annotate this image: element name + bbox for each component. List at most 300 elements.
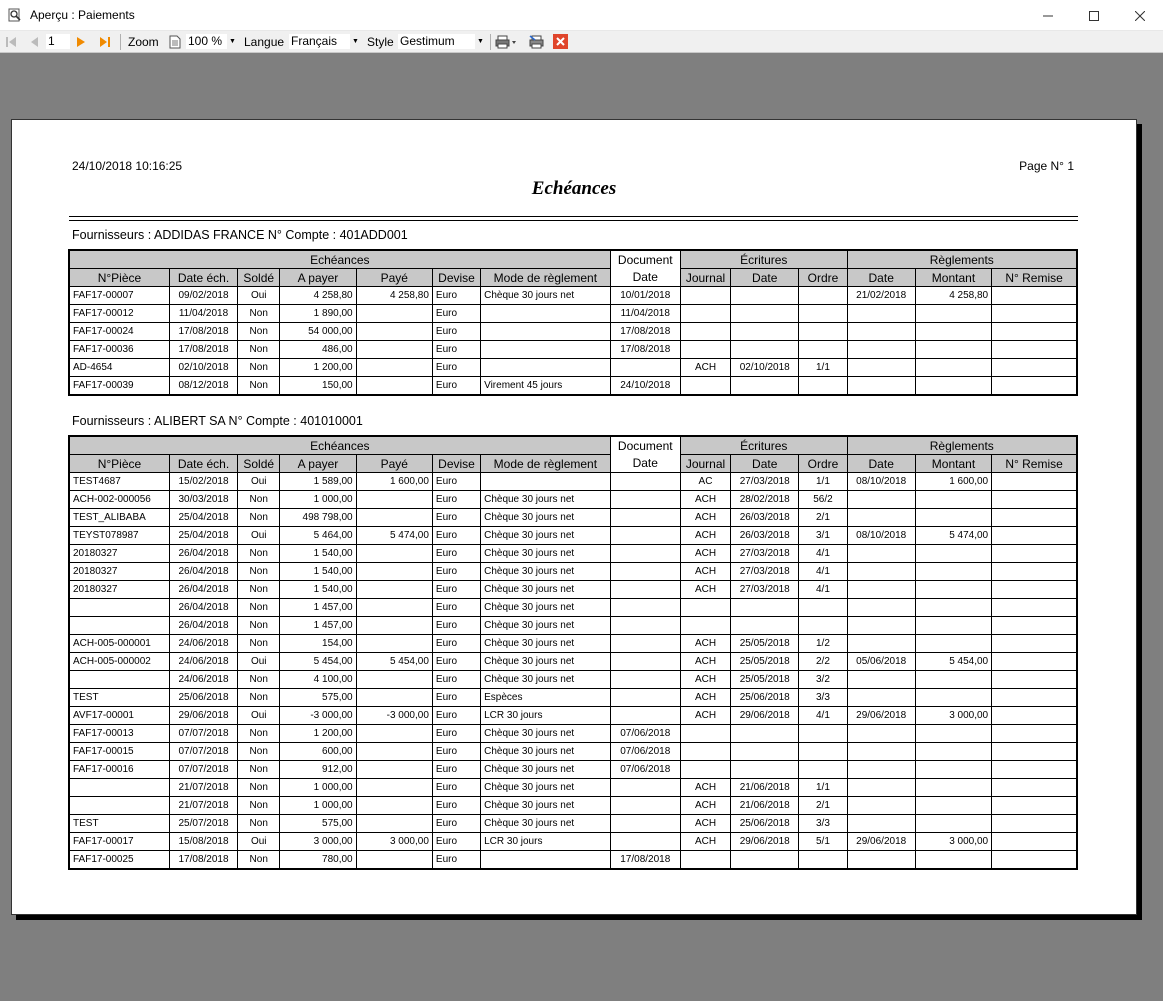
toolbar-separator [120, 34, 121, 50]
col-a-payer-cell: 3 000,00 [280, 833, 356, 851]
col-date-ech-cell: 07/07/2018 [169, 743, 237, 761]
col-paye-cell [356, 779, 432, 797]
col-a-payer-cell: 4 258,80 [280, 287, 356, 305]
group-ecritures: Écritures [680, 250, 847, 269]
next-page-button[interactable] [76, 31, 86, 52]
col-doc-date-cell [610, 833, 680, 851]
col-date-ech-cell: 09/02/2018 [169, 287, 237, 305]
col-remise-header: N° Remise [992, 269, 1077, 287]
col-reg-date-cell [847, 743, 915, 761]
col-piece-cell [69, 617, 169, 635]
col-paye-cell [356, 851, 432, 870]
col-devise-cell: Euro [432, 341, 480, 359]
col-date-ech-cell: 11/04/2018 [169, 305, 237, 323]
col-doc-date-cell [610, 779, 680, 797]
col-mode-header: Mode de règlement [481, 269, 611, 287]
style-select[interactable] [397, 33, 487, 50]
table-row [69, 779, 1077, 797]
col-montant-cell [915, 545, 991, 563]
col-date-ech-cell: 08/12/2018 [169, 377, 237, 396]
col-remise-cell [992, 851, 1077, 870]
col-paye-cell: 3 000,00 [356, 833, 432, 851]
table-row [69, 581, 1077, 599]
col-ordre-cell: 4/1 [799, 563, 847, 581]
col-remise-cell [992, 707, 1077, 725]
col-solde-cell: Non [238, 323, 280, 341]
col-reg-date-cell [847, 815, 915, 833]
col-doc-date-cell: 17/08/2018 [610, 851, 680, 870]
col-devise-cell: Euro [432, 707, 480, 725]
col-montant-cell [915, 851, 991, 870]
col-doc-date-cell [610, 509, 680, 527]
col-remise-cell [992, 833, 1077, 851]
col-solde-header: Soldé [238, 455, 280, 473]
col-remise-cell [992, 341, 1077, 359]
col-montant-cell [915, 779, 991, 797]
col-reg-date-cell [847, 779, 915, 797]
next-page-icon [76, 36, 86, 48]
col-reg-date-cell: 29/06/2018 [847, 707, 915, 725]
col-date-ech-header: Date éch. [169, 455, 237, 473]
col-reg-date-cell [847, 323, 915, 341]
col-devise-cell: Euro [432, 833, 480, 851]
col-a-payer-cell: 54 000,00 [280, 323, 356, 341]
col-mode-cell: Chèque 30 jours net [481, 527, 611, 545]
table-row [69, 359, 1077, 377]
col-paye-cell [356, 563, 432, 581]
col-devise-cell: Euro [432, 509, 480, 527]
col-piece-cell: ACH-005-000002 [69, 653, 169, 671]
col-remise-header: N° Remise [992, 455, 1077, 473]
title-rule [69, 216, 1078, 217]
table-row [69, 743, 1077, 761]
report-page-number: Page N° 1 [1019, 159, 1074, 173]
col-a-payer-cell: 486,00 [280, 341, 356, 359]
table-row [69, 797, 1077, 815]
col-devise-cell: Euro [432, 563, 480, 581]
col-mode-cell: Chèque 30 jours net [481, 581, 611, 599]
col-reg-date-cell [847, 851, 915, 870]
col-piece-cell: 20180327 [69, 563, 169, 581]
col-paye-cell [356, 323, 432, 341]
col-date-ech-cell: 30/03/2018 [169, 491, 237, 509]
column-header-row [69, 269, 1077, 287]
col-ecr-date-cell [731, 305, 799, 323]
previous-page-button[interactable] [29, 31, 39, 52]
col-ecr-date-header: Date [731, 455, 799, 473]
table-row [69, 599, 1077, 617]
col-remise-cell [992, 779, 1077, 797]
col-reg-date-cell: 21/02/2018 [847, 287, 915, 305]
language-select[interactable] [288, 33, 362, 50]
col-a-payer-header: A payer [280, 269, 356, 287]
col-mode-cell: Chèque 30 jours net [481, 779, 611, 797]
minimize-button[interactable] [1025, 0, 1071, 31]
col-solde-cell: Non [238, 743, 280, 761]
col-journal-header: Journal [680, 455, 730, 473]
col-paye-cell [356, 509, 432, 527]
group-echeances: Echéances [69, 250, 610, 269]
col-a-payer-cell: 1 457,00 [280, 617, 356, 635]
col-montant-cell: 3 000,00 [915, 833, 991, 851]
col-remise-cell [992, 545, 1077, 563]
col-ecr-date-cell: 27/03/2018 [731, 545, 799, 563]
col-reg-date-cell: 08/10/2018 [847, 527, 915, 545]
col-mode-cell [481, 359, 611, 377]
col-devise-cell: Euro [432, 779, 480, 797]
col-piece-cell [69, 779, 169, 797]
col-ecr-date-cell: 02/10/2018 [731, 359, 799, 377]
col-ordre-cell: 4/1 [799, 581, 847, 599]
col-reg-date-cell [847, 509, 915, 527]
col-remise-cell [992, 563, 1077, 581]
col-solde-cell: Non [238, 671, 280, 689]
col-devise-cell: Euro [432, 635, 480, 653]
col-a-payer-cell: 912,00 [280, 761, 356, 779]
col-a-payer-cell: 4 100,00 [280, 671, 356, 689]
col-ecr-date-cell: 27/03/2018 [731, 563, 799, 581]
col-doc-date-cell [610, 689, 680, 707]
col-piece-cell: FAF17-00039 [69, 377, 169, 396]
preview-toolbar [0, 31, 1163, 53]
col-doc-date-cell [610, 671, 680, 689]
col-montant-cell: 4 258,80 [915, 287, 991, 305]
col-paye-header: Payé [356, 269, 432, 287]
col-ordre-cell: 4/1 [799, 707, 847, 725]
col-solde-cell: Non [238, 305, 280, 323]
col-solde-cell: Non [238, 599, 280, 617]
table-row [69, 527, 1077, 545]
col-ecr-date-cell [731, 725, 799, 743]
close-preview-button[interactable] [553, 31, 568, 52]
col-solde-cell: Non [238, 581, 280, 599]
col-mode-cell: Chèque 30 jours net [481, 743, 611, 761]
col-paye-cell: 4 258,80 [356, 287, 432, 305]
close-window-button[interactable] [1117, 0, 1163, 31]
col-journal-cell: AC [680, 473, 730, 491]
style-label: Style [367, 34, 394, 49]
col-date-ech-cell: 26/04/2018 [169, 617, 237, 635]
col-montant-cell [915, 599, 991, 617]
col-devise-cell: Euro [432, 287, 480, 305]
col-reg-date-cell [847, 617, 915, 635]
col-ecr-date-cell: 27/03/2018 [731, 473, 799, 491]
col-solde-cell: Non [238, 359, 280, 377]
col-doc-date-cell [610, 563, 680, 581]
print-button[interactable] [495, 31, 517, 52]
col-ordre-cell: 4/1 [799, 545, 847, 563]
col-montant-cell: 5 474,00 [915, 527, 991, 545]
col-reg-date-cell [847, 359, 915, 377]
col-ordre-cell: 56/2 [799, 491, 847, 509]
col-journal-header: Journal [680, 269, 730, 287]
col-remise-cell [992, 671, 1077, 689]
col-journal-cell: ACH [680, 707, 730, 725]
col-date-ech-header: Date éch. [169, 269, 237, 287]
group-ecritures: Écritures [680, 436, 847, 455]
col-a-payer-cell: 600,00 [280, 743, 356, 761]
col-mode-cell: Chèque 30 jours net [481, 545, 611, 563]
first-page-button[interactable] [5, 31, 17, 52]
col-doc-date-header: Date [610, 269, 680, 287]
column-header-row [69, 455, 1077, 473]
col-a-payer-cell: 1 540,00 [280, 581, 356, 599]
col-journal-cell: ACH [680, 815, 730, 833]
col-doc-date-cell [610, 359, 680, 377]
col-mode-cell [481, 473, 611, 491]
col-ordre-cell: 3/1 [799, 527, 847, 545]
col-mode-cell: Chèque 30 jours net [481, 287, 611, 305]
col-doc-date-cell: 17/08/2018 [610, 323, 680, 341]
col-date-ech-cell: 15/02/2018 [169, 473, 237, 491]
col-doc-date-cell [610, 473, 680, 491]
col-mode-cell: Virement 45 jours [481, 377, 611, 396]
col-remise-cell [992, 725, 1077, 743]
report-page [11, 119, 1137, 915]
col-reg-date-header: Date [847, 269, 915, 287]
col-ecr-date-cell [731, 341, 799, 359]
col-paye-cell [356, 305, 432, 323]
col-montant-cell [915, 635, 991, 653]
col-paye-cell [356, 815, 432, 833]
col-paye-cell: -3 000,00 [356, 707, 432, 725]
close-red-icon [553, 34, 568, 49]
minimize-icon [1043, 11, 1053, 21]
col-mode-cell: Chèque 30 jours net [481, 563, 611, 581]
col-date-ech-cell: 26/04/2018 [169, 581, 237, 599]
col-mode-cell: Chèque 30 jours net [481, 635, 611, 653]
col-date-ech-cell: 21/07/2018 [169, 797, 237, 815]
preview-magnifier-icon [8, 8, 22, 22]
col-paye-cell [356, 743, 432, 761]
col-solde-cell: Oui [238, 287, 280, 305]
col-reg-date-cell [847, 797, 915, 815]
col-devise-cell: Euro [432, 797, 480, 815]
col-devise-cell: Euro [432, 689, 480, 707]
col-journal-cell: ACH [680, 833, 730, 851]
col-solde-cell: Non [238, 779, 280, 797]
col-solde-cell: Non [238, 797, 280, 815]
col-reg-date-cell: 08/10/2018 [847, 473, 915, 491]
col-journal-cell [680, 287, 730, 305]
page-icon [169, 35, 181, 49]
col-ordre-cell: 3/2 [799, 671, 847, 689]
col-devise-cell: Euro [432, 359, 480, 377]
col-mode-cell: Chèque 30 jours net [481, 599, 611, 617]
col-solde-cell: Non [238, 617, 280, 635]
col-ecr-date-cell [731, 599, 799, 617]
col-ecr-date-cell: 29/06/2018 [731, 833, 799, 851]
col-paye-cell [356, 671, 432, 689]
table-row [69, 815, 1077, 833]
page-zoom-icon-wrap [169, 31, 181, 52]
col-date-ech-cell: 02/10/2018 [169, 359, 237, 377]
maximize-button[interactable] [1071, 0, 1117, 31]
col-piece-cell: TEST_ALIBABA [69, 509, 169, 527]
col-paye-cell [356, 377, 432, 396]
supplier-heading: Fournisseurs : ALIBERT SA N° Compte : 401010001 [72, 414, 363, 428]
col-reg-date-cell [847, 599, 915, 617]
first-page-icon [5, 36, 17, 48]
table-row [69, 323, 1077, 341]
col-journal-cell [680, 305, 730, 323]
col-journal-cell: ACH [680, 563, 730, 581]
col-ordre-cell [799, 341, 847, 359]
col-solde-cell: Oui [238, 473, 280, 491]
col-ordre-cell: 3/3 [799, 815, 847, 833]
col-montant-cell [915, 377, 991, 396]
col-remise-cell [992, 761, 1077, 779]
col-ordre-cell [799, 377, 847, 396]
col-reg-date-cell [847, 725, 915, 743]
col-ecr-date-cell: 21/06/2018 [731, 779, 799, 797]
col-mode-header: Mode de règlement [481, 455, 611, 473]
col-a-payer-cell: 1 540,00 [280, 545, 356, 563]
col-journal-cell [680, 725, 730, 743]
col-mode-cell [481, 341, 611, 359]
col-ordre-cell: 3/3 [799, 689, 847, 707]
col-journal-cell [680, 617, 730, 635]
col-ordre-cell: 1/1 [799, 473, 847, 491]
col-piece-cell: AVF17-00001 [69, 707, 169, 725]
col-ecr-date-cell [731, 851, 799, 870]
col-doc-date-cell [610, 635, 680, 653]
col-date-ech-cell: 24/06/2018 [169, 671, 237, 689]
col-paye-cell: 5 474,00 [356, 527, 432, 545]
col-journal-cell: ACH [680, 779, 730, 797]
col-ordre-cell [799, 725, 847, 743]
col-paye-cell [356, 491, 432, 509]
col-date-ech-cell: 07/07/2018 [169, 725, 237, 743]
col-montant-cell [915, 761, 991, 779]
col-devise-cell: Euro [432, 377, 480, 396]
col-ecr-date-cell: 28/02/2018 [731, 491, 799, 509]
col-date-ech-cell: 24/06/2018 [169, 635, 237, 653]
col-doc-date-cell [610, 527, 680, 545]
col-reg-date-cell [847, 671, 915, 689]
col-devise-cell: Euro [432, 725, 480, 743]
col-montant-cell [915, 581, 991, 599]
col-ordre-header: Ordre [799, 269, 847, 287]
col-devise-cell: Euro [432, 761, 480, 779]
col-remise-cell [992, 491, 1077, 509]
col-doc-date-header: Date [610, 455, 680, 473]
col-montant-cell [915, 359, 991, 377]
col-paye-cell [356, 761, 432, 779]
col-a-payer-cell: 575,00 [280, 815, 356, 833]
col-remise-cell [992, 635, 1077, 653]
col-devise-cell: Euro [432, 581, 480, 599]
col-solde-header: Soldé [238, 269, 280, 287]
col-solde-cell: Non [238, 377, 280, 396]
page-number-input[interactable]: 1 [45, 33, 71, 50]
col-a-payer-cell: 1 890,00 [280, 305, 356, 323]
col-ordre-cell: 2/1 [799, 797, 847, 815]
col-devise-cell: Euro [432, 815, 480, 833]
col-piece-cell: 20180327 [69, 545, 169, 563]
col-mode-cell [481, 305, 611, 323]
col-a-payer-cell: 498 798,00 [280, 509, 356, 527]
col-a-payer-cell: 1 589,00 [280, 473, 356, 491]
col-solde-cell: Non [238, 635, 280, 653]
col-remise-cell [992, 815, 1077, 833]
col-ordre-cell: 1/2 [799, 635, 847, 653]
group-header-row [69, 436, 1077, 455]
col-solde-cell: Non [238, 563, 280, 581]
title-bar [0, 0, 1163, 31]
zoom-select[interactable] [185, 33, 239, 50]
col-journal-cell: ACH [680, 359, 730, 377]
col-montant-cell [915, 797, 991, 815]
toolbar-separator [490, 34, 491, 50]
col-journal-cell: ACH [680, 545, 730, 563]
col-ecr-date-cell [731, 617, 799, 635]
col-montant-cell [915, 689, 991, 707]
col-date-ech-cell: 26/04/2018 [169, 563, 237, 581]
col-mode-cell: Chèque 30 jours net [481, 509, 611, 527]
col-doc-date-cell [610, 599, 680, 617]
col-piece-header: N°Pièce [69, 455, 169, 473]
col-ecr-date-cell [731, 743, 799, 761]
col-mode-cell: Chèque 30 jours net [481, 617, 611, 635]
col-piece-cell: FAF17-00013 [69, 725, 169, 743]
col-mode-cell: Chèque 30 jours net [481, 761, 611, 779]
zoom-value: 100 % [188, 34, 223, 48]
printer-icon [495, 35, 517, 49]
col-montant-cell [915, 491, 991, 509]
last-page-button[interactable] [99, 31, 111, 52]
col-a-payer-cell: 5 454,00 [280, 653, 356, 671]
col-devise-cell: Euro [432, 851, 480, 870]
group-reglements: Règlements [847, 250, 1077, 269]
col-ordre-cell [799, 761, 847, 779]
col-date-ech-cell: 25/07/2018 [169, 815, 237, 833]
language-value: Français [291, 34, 338, 48]
col-remise-cell [992, 359, 1077, 377]
table-row [69, 305, 1077, 323]
col-ecr-date-cell: 21/06/2018 [731, 797, 799, 815]
col-piece-cell [69, 671, 169, 689]
col-reg-date-cell [847, 581, 915, 599]
col-date-ech-cell: 21/07/2018 [169, 779, 237, 797]
col-journal-cell [680, 851, 730, 870]
col-ordre-cell: 1/1 [799, 779, 847, 797]
col-solde-cell: Non [238, 815, 280, 833]
col-journal-cell [680, 599, 730, 617]
col-reg-date-cell [847, 761, 915, 779]
col-piece-cell: AD-4654 [69, 359, 169, 377]
col-paye-cell [356, 725, 432, 743]
col-reg-date-cell [847, 635, 915, 653]
table-row [69, 689, 1077, 707]
col-mode-cell: LCR 30 jours [481, 833, 611, 851]
col-mode-cell: Chèque 30 jours net [481, 815, 611, 833]
col-piece-cell [69, 797, 169, 815]
col-montant-cell [915, 743, 991, 761]
col-devise-cell: Euro [432, 599, 480, 617]
col-date-ech-cell: 25/04/2018 [169, 527, 237, 545]
col-devise-header: Devise [432, 269, 480, 287]
table-row [69, 545, 1077, 563]
col-remise-cell [992, 689, 1077, 707]
col-piece-cell: TEST [69, 689, 169, 707]
col-mode-cell: LCR 30 jours [481, 707, 611, 725]
col-remise-cell [992, 599, 1077, 617]
col-reg-date-cell [847, 305, 915, 323]
col-piece-cell: FAF17-00015 [69, 743, 169, 761]
group-document: Document [610, 436, 680, 455]
print-setup-button[interactable] [529, 31, 545, 52]
